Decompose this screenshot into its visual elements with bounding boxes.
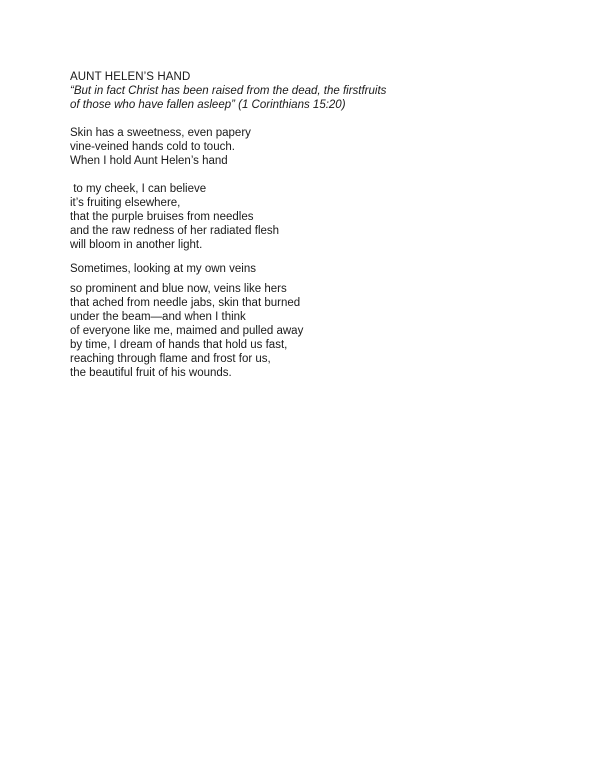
poem-title: AUNT HELEN’S HAND bbox=[70, 71, 191, 83]
poem-line: will bloom in another light. bbox=[70, 239, 203, 251]
epigraph-line: “But in fact Christ has been raised from the dead, the firstfruits bbox=[70, 85, 387, 97]
poem-line: by time, I dream of hands that hold us fast, bbox=[70, 339, 288, 351]
poem-line: to my cheek, I can believe bbox=[70, 183, 207, 195]
stanza-2 bbox=[70, 182, 530, 252]
poem-line: reaching through flame and frost for us, bbox=[70, 353, 271, 365]
poem-line: that the purple bruises from needles bbox=[70, 211, 254, 223]
epigraph bbox=[70, 84, 530, 112]
poem-line: it’s fruiting elsewhere, bbox=[70, 197, 181, 209]
stanza-4 bbox=[70, 282, 530, 380]
poem-page bbox=[70, 70, 530, 380]
stanza-1 bbox=[70, 126, 530, 168]
stanza-3 bbox=[70, 262, 530, 276]
poem-line: the beautiful fruit of his wounds. bbox=[70, 367, 232, 379]
poem-line: under the beam—and when I think bbox=[70, 311, 246, 323]
poem-line: Skin has a sweetness, even papery bbox=[70, 127, 251, 139]
poem-line: so prominent and blue now, veins like hers bbox=[70, 283, 287, 295]
poem-line: Sometimes, looking at my own veins bbox=[70, 263, 256, 275]
epigraph-line: of those who have fallen asleep” (1 Corinthians 15:20) bbox=[70, 99, 346, 111]
poem-line: When I hold Aunt Helen’s hand bbox=[70, 155, 228, 167]
poem-line: of everyone like me, maimed and pulled away bbox=[70, 325, 304, 337]
poem-line: and the raw redness of her radiated flesh bbox=[70, 225, 280, 237]
poem-line: that ached from needle jabs, skin that burned bbox=[70, 297, 301, 309]
poem-line: vine-veined hands cold to touch. bbox=[70, 141, 235, 153]
